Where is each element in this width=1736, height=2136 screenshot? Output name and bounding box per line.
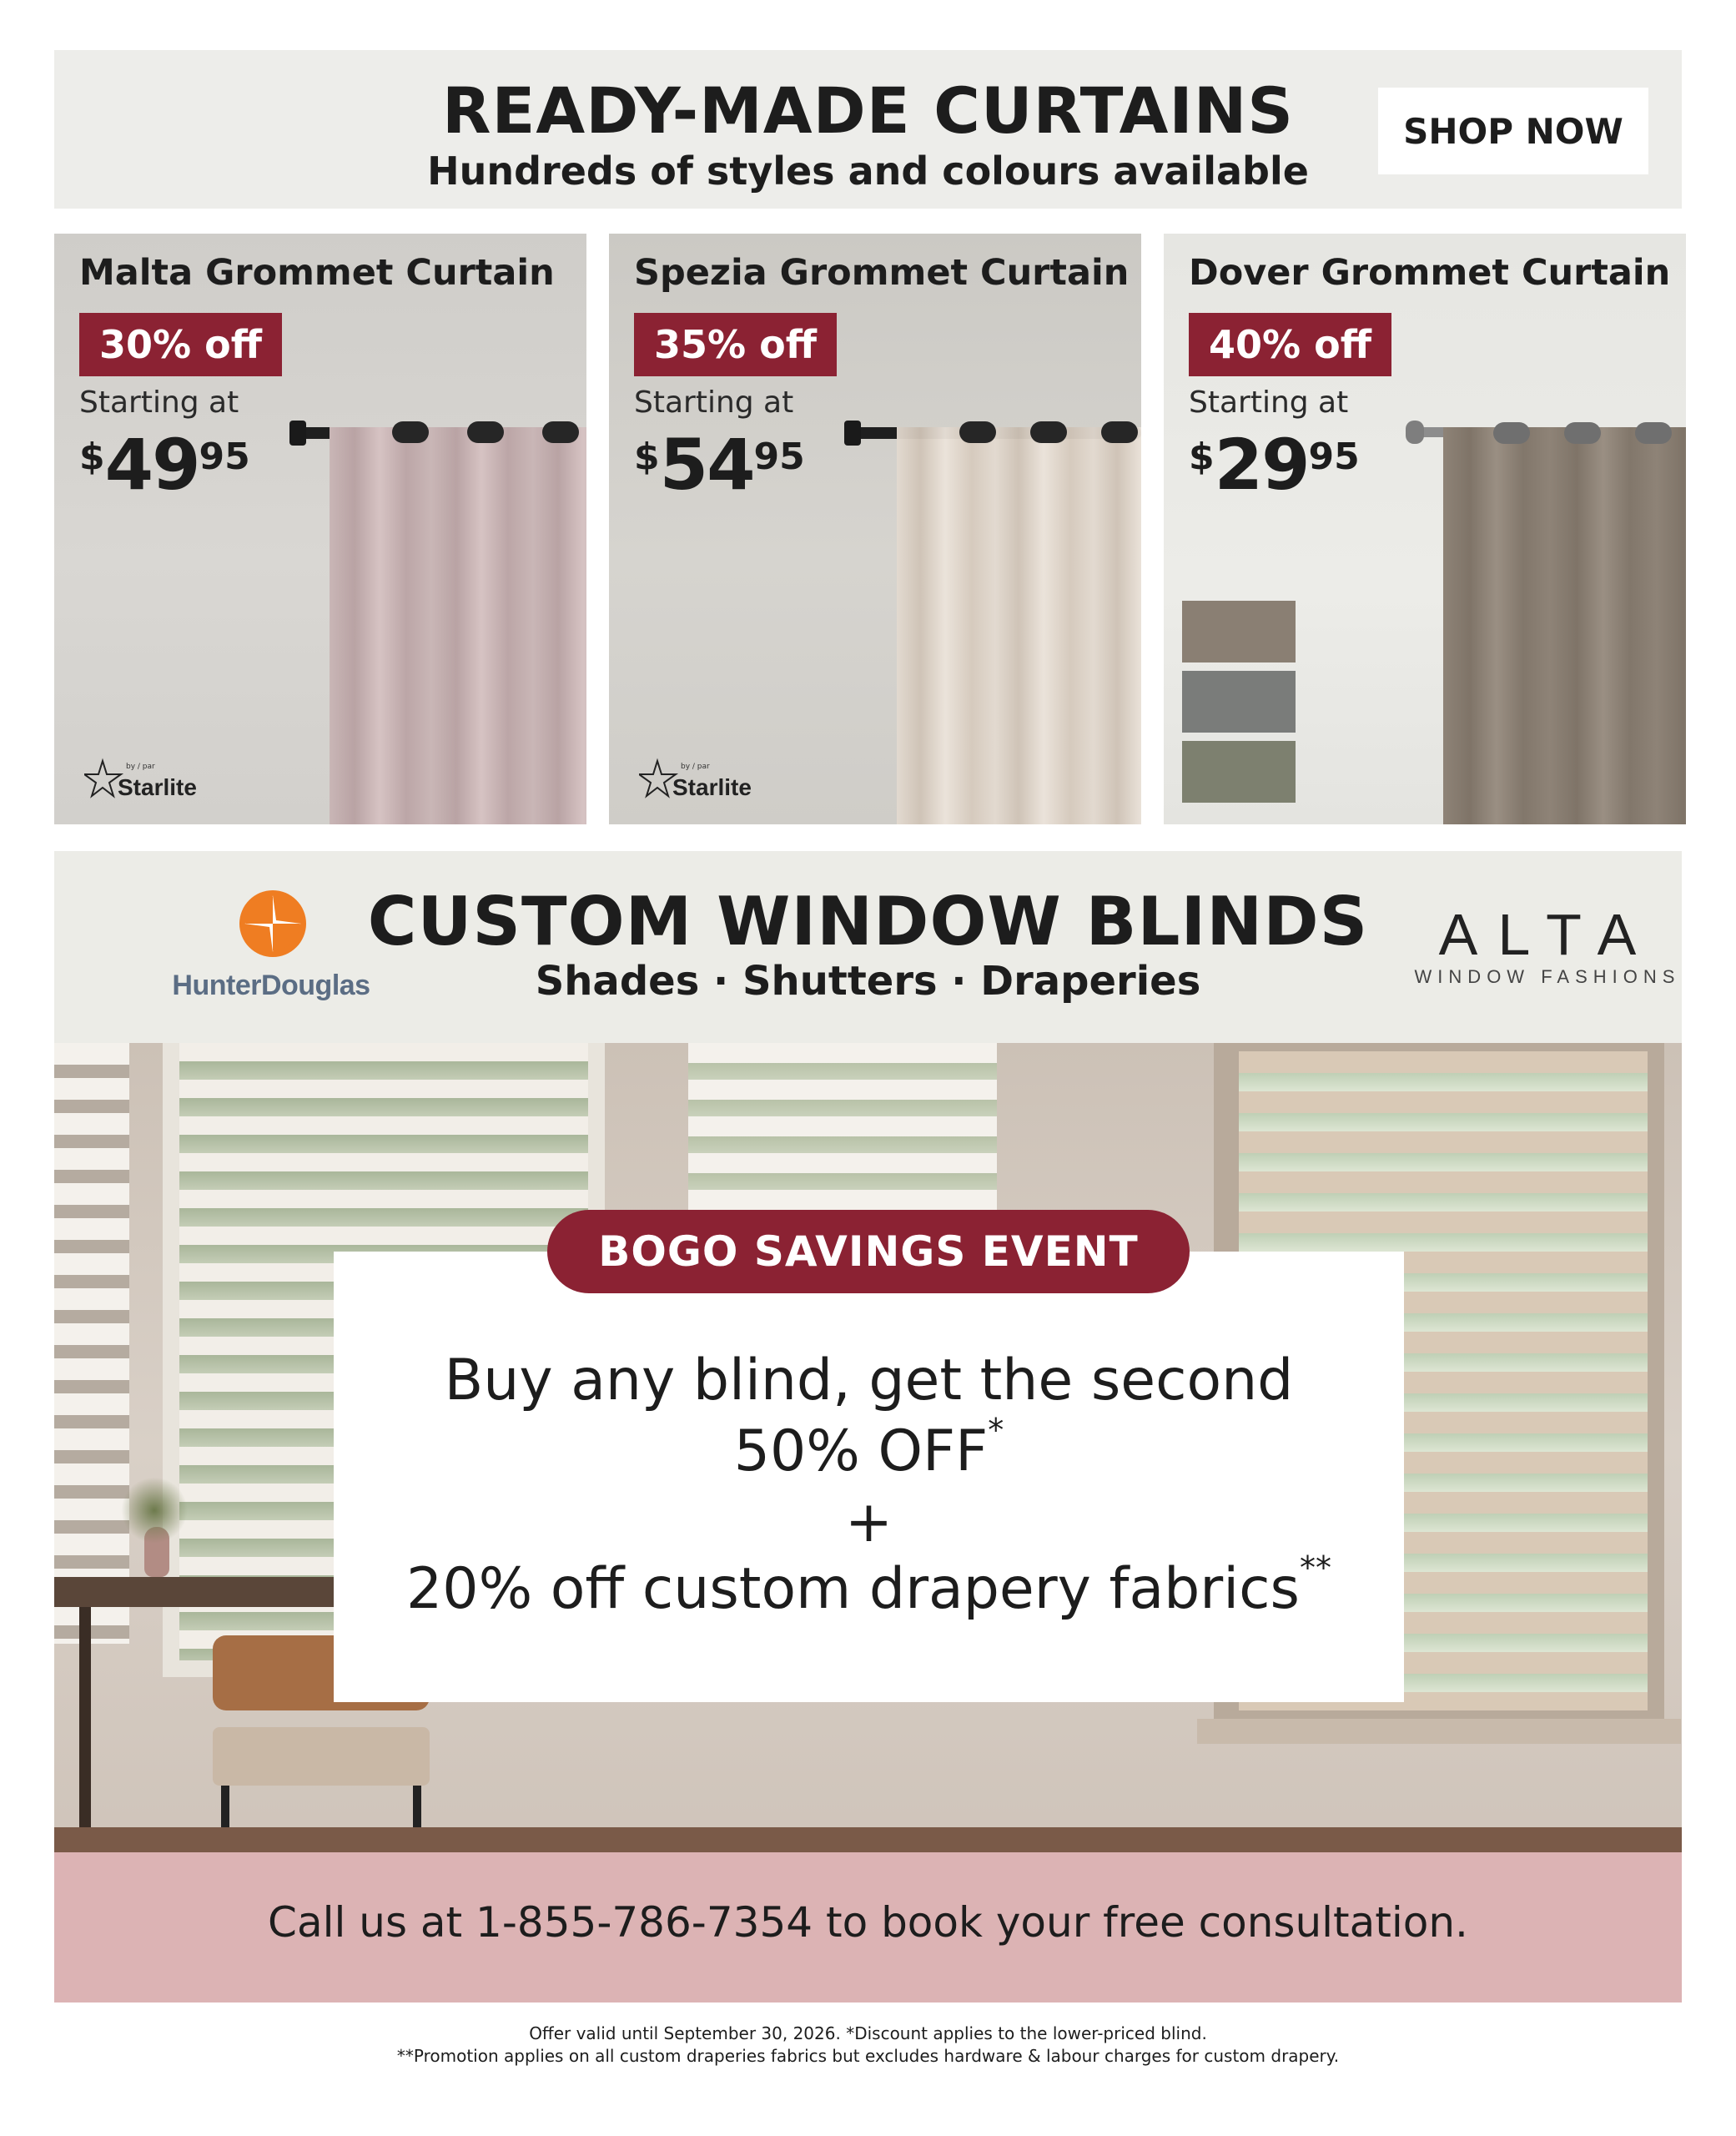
price-cents: 95 — [753, 436, 805, 478]
price-currency: $ — [634, 436, 660, 478]
price — [79, 424, 250, 506]
fine-print-1: Offer valid until September 30, 2026. *Discount applies to the lower-priced blind. — [529, 2023, 1207, 2043]
starting-label: Starting at — [1189, 385, 1349, 420]
ready-made-banner — [54, 50, 1682, 209]
discount-badge: 30% off — [79, 313, 282, 376]
price — [1189, 424, 1360, 506]
price-dollars: 54 — [659, 424, 754, 506]
price-dollars: 49 — [104, 424, 199, 506]
starting-label: Starting at — [79, 385, 239, 420]
price-cents: 95 — [1308, 436, 1360, 478]
price-currency: $ — [1189, 436, 1215, 478]
product-card-malta[interactable] — [54, 234, 586, 824]
shop-now-button[interactable]: SHOP NOW — [1378, 88, 1648, 174]
custom-blinds-subtitle: Shades · Shutters · Draperies — [535, 958, 1201, 1005]
price-cents: 95 — [199, 436, 250, 478]
bogo-line-1: Buy any blind, get the second — [444, 1348, 1294, 1413]
ready-made-subtitle: Hundreds of styles and colours available — [427, 149, 1309, 194]
discount-badge: 35% off — [634, 313, 837, 376]
product-card-dover[interactable] — [1164, 234, 1686, 824]
swatch-sage[interactable] — [1182, 741, 1296, 803]
bogo-plus: + — [845, 1489, 893, 1555]
fine-print-2: **Promotion applies on all custom draperies fabrics but excludes hardware & labour charges for custom drapery. — [396, 2046, 1340, 2066]
alta-logo-subtitle: WINDOW FASHIONS — [1414, 966, 1681, 987]
custom-blinds-title: CUSTOM WINDOW BLINDS — [367, 883, 1369, 960]
product-name[interactable]: Malta Grommet Curtain — [79, 252, 555, 294]
swatch-taupe[interactable] — [1182, 601, 1296, 662]
product-name[interactable]: Dover Grommet Curtain — [1189, 252, 1671, 294]
bogo-event-pill: BOGO SAVINGS EVENT — [547, 1210, 1190, 1293]
price-currency: $ — [79, 436, 105, 478]
consultation-band — [54, 1852, 1682, 2002]
price-dollars: 29 — [1214, 424, 1309, 506]
color-swatches — [1182, 601, 1296, 803]
ready-made-title: READY-MADE CURTAINS — [441, 73, 1295, 148]
alta-logo: ALTA — [1438, 902, 1657, 967]
starting-label: Starting at — [634, 385, 794, 420]
starlite-logo: by / par Starlite — [639, 758, 772, 808]
product-card-spezia[interactable] — [609, 234, 1141, 824]
product-name[interactable]: Spezia Grommet Curtain — [634, 252, 1130, 294]
discount-badge: 40% off — [1189, 313, 1391, 376]
bogo-line-3: 20% off custom drapery fabrics** — [406, 1549, 1331, 1622]
price — [634, 424, 805, 506]
hunterdouglas-wordmark: HunterDouglas — [172, 970, 370, 1001]
custom-blinds-banner — [54, 851, 1682, 1043]
bogo-line-2: 50% OFF* — [733, 1412, 1004, 1484]
starlite-logo: by / par Starlite — [84, 758, 218, 808]
consultation-phone-text[interactable]: Call us at 1-855-786-7354 to book your free consultation. — [268, 1898, 1468, 1947]
swatch-grey[interactable] — [1182, 671, 1296, 733]
